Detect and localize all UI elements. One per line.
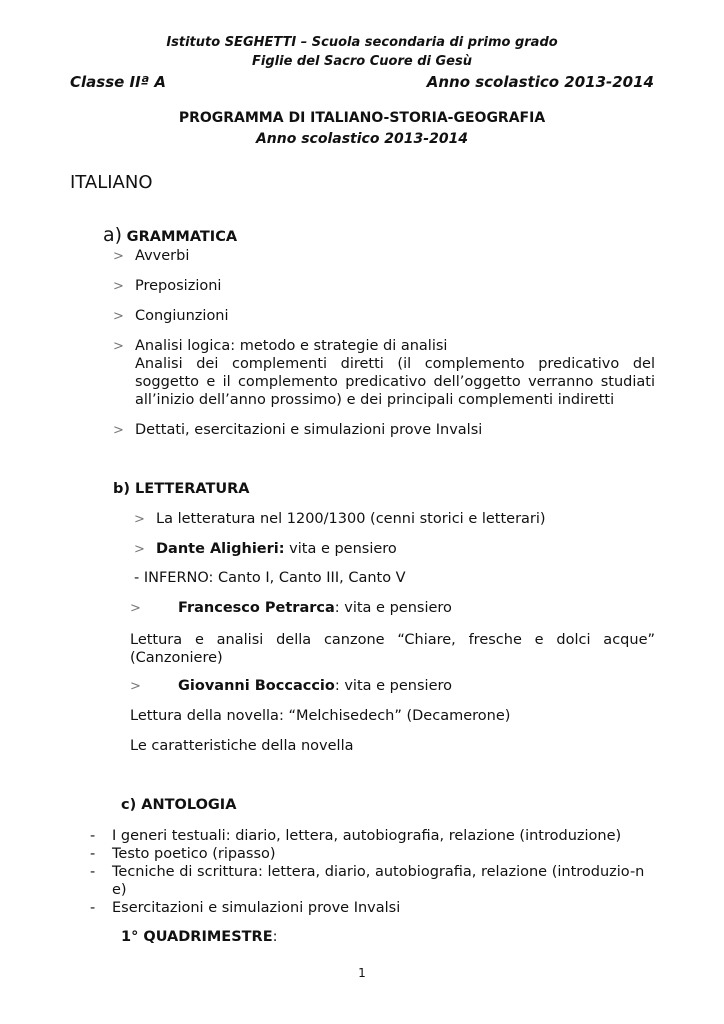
antologia-list xyxy=(90,827,660,917)
list-item-text: Tecniche di scrittura: lettera, diario, autobiografia, relazione (introduzio-ne) xyxy=(112,864,645,898)
arrow-bullet-icon: > xyxy=(130,601,141,616)
author-desc: vita e pensiero xyxy=(284,541,397,557)
list-item xyxy=(113,248,189,264)
quadrimestre-colon: : xyxy=(272,929,278,945)
author-desc: : vita e pensiero xyxy=(334,600,452,616)
arrow-bullet-icon: > xyxy=(113,339,124,354)
list-item-text: Congiunzioni xyxy=(135,308,229,324)
page-number: 1 xyxy=(358,966,366,980)
list-item: - Esercitazioni e simulazioni prove Invalsi xyxy=(90,900,401,916)
list-item xyxy=(113,278,221,294)
grammatica-note: Analisi dei complementi diretti (il complemento predicativo del soggetto e il complemento predicativo dell’oggetto verranno studiati all’inizio dell’anno prossimo) e dei principali complementi indiretti xyxy=(135,356,655,408)
list-item-text: Dettati, esercitazioni e simulazioni prove Invalsi xyxy=(135,422,483,438)
list-item-text: Preposizioni xyxy=(135,278,222,294)
grammatica-title: GRAMMATICA xyxy=(126,229,238,245)
list-item xyxy=(113,422,482,438)
inferno-line: - INFERNO: Canto I, Canto III, Canto V xyxy=(134,570,406,586)
arrow-bullet-icon: > xyxy=(113,423,124,438)
list-item xyxy=(130,678,452,694)
class-label: Classe IIª A xyxy=(70,73,166,91)
list-item-text: Avverbi xyxy=(135,248,190,264)
boccaccio-text-2: Le caratteristiche della novella xyxy=(130,738,354,754)
page-title: PROGRAMMA DI ITALIANO-STORIA-GEOGRAFIA xyxy=(178,110,546,126)
list-item xyxy=(134,541,397,557)
grammatica-letter: a) xyxy=(103,224,123,246)
quadrimestre-heading xyxy=(121,929,278,945)
school-name: Istituto SEGHETTI – Scuola secondaria di primo grado xyxy=(166,35,558,50)
author-desc: : vita e pensiero xyxy=(334,678,453,694)
author-name: Dante Alighieri: xyxy=(156,541,285,557)
list-item xyxy=(113,308,229,324)
boccaccio-text-1: Lettura della novella: “Melchisedech” (Decamerone) xyxy=(130,708,511,724)
list-item: - Testo poetico (ripasso) xyxy=(90,846,276,862)
author-name: Giovanni Boccaccio xyxy=(178,678,335,694)
list-item xyxy=(130,600,452,616)
page-subtitle: Anno scolastico 2013-2014 xyxy=(255,131,469,147)
letteratura-heading: b) LETTERATURA xyxy=(113,481,250,497)
list-item-text: Testo poetico (ripasso) xyxy=(112,846,276,862)
list-item-text: Analisi logica: metodo e strategie di analisi xyxy=(135,338,448,354)
arrow-bullet-icon: > xyxy=(113,309,124,324)
arrow-bullet-icon: > xyxy=(130,679,141,694)
arrow-bullet-icon: > xyxy=(134,512,145,527)
list-item xyxy=(113,338,447,354)
arrow-bullet-icon: > xyxy=(134,542,145,557)
grammatica-heading xyxy=(103,224,237,246)
quadrimestre-label: 1° QUADRIMESTRE xyxy=(121,929,273,945)
list-item-text: I generi testuali: diario, lettera, autobiografia, relazione (introduzione) xyxy=(112,828,622,844)
list-item-text: La letteratura nel 1200/1300 (cenni storici e letterari) xyxy=(156,511,546,527)
list-item xyxy=(134,511,546,527)
school-year-header: Anno scolastico 2013-2014 xyxy=(426,73,654,91)
arrow-bullet-icon: > xyxy=(113,279,124,294)
antologia-heading: c) ANTOLOGIA xyxy=(121,797,237,813)
list-item: - I generi testuali: diario, lettera, autobiografia, relazione (introduzione) xyxy=(90,828,622,844)
subject-heading: ITALIANO xyxy=(70,172,153,193)
list-item-text: Esercitazioni e simulazioni prove Invalsi xyxy=(112,900,401,916)
petrarca-text: Lettura e analisi della canzone “Chiare, fresche e dolci acque” (Canzoniere) xyxy=(130,632,655,666)
author-name: Francesco Petrarca xyxy=(178,600,335,616)
arrow-bullet-icon: > xyxy=(113,249,124,264)
school-order: Figlie del Sacro Cuore di Gesù xyxy=(252,54,472,69)
list-item: - Tecniche di scrittura: lettera, diario, autobiografia, relazione (introduzio-ne) xyxy=(90,863,660,899)
